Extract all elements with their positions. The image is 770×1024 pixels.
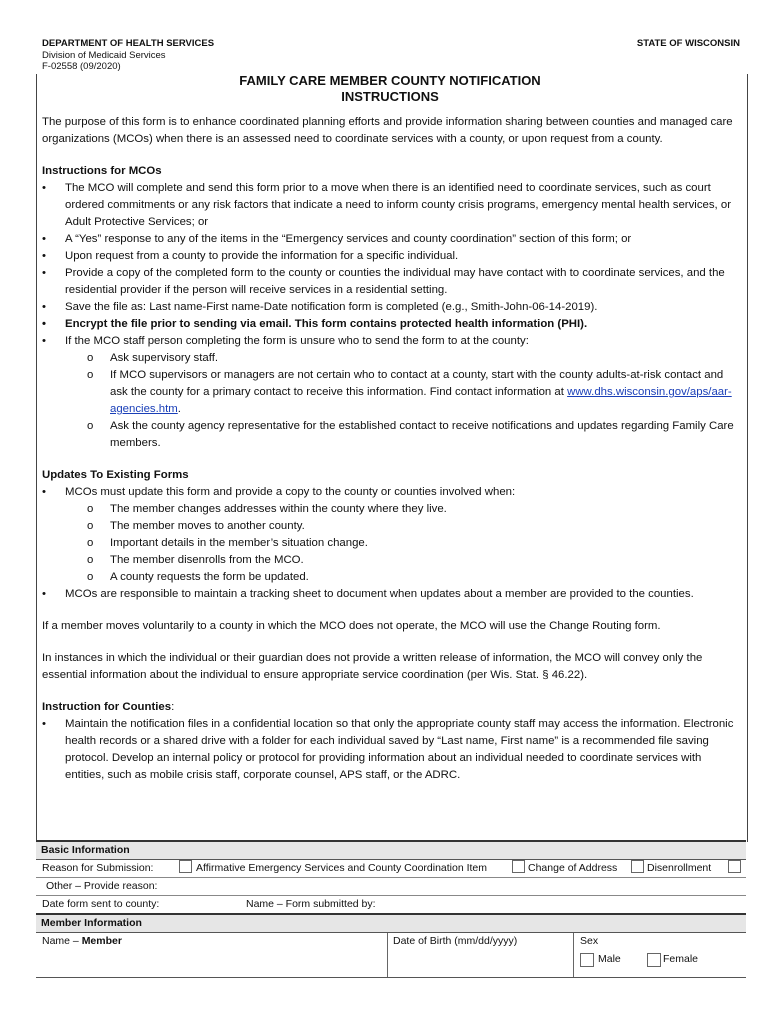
list-item: • MCOs are responsible to maintain a tracking sheet to document when updates about a member are provided to the counties. — [42, 586, 742, 603]
member-row — [36, 933, 746, 978]
intro-paragraph: The purpose of this form is to enhance coordinated planning efforts and provide information sharing between counties and managed care organizations (MCOs) when there is an assessed need to coordinate services with a county, or upon request from a county. — [42, 116, 733, 145]
basic-info-heading: Basic Information — [36, 840, 746, 860]
male-label: Male — [598, 953, 621, 965]
change-address-checkbox[interactable] — [512, 860, 525, 877]
list-item-text: MCOs must update this form and provide a copy to the county or counties involved when: — [65, 486, 516, 498]
county-instructions-heading — [42, 699, 742, 716]
list-item: • Save the file as: Last name-First name-Date notification form is completed (e.g., Smith-John-06-14-2019). — [42, 299, 742, 316]
form-number: F-02558 (09/2020) — [42, 61, 121, 72]
other-reason-label: Other – Provide reason: — [46, 880, 158, 892]
sub-list-item-text: If MCO supervisors or managers are not certain who to contact at a county, start with the county adults-at-risk contact and ask the county for a primary contact to receive this information. Find contact information at — [110, 369, 724, 398]
state-name: STATE OF WISCONSIN — [636, 38, 740, 49]
checkbox-box[interactable] — [631, 860, 644, 873]
list-item-unsure — [42, 333, 742, 452]
checkbox-box[interactable] — [179, 860, 192, 873]
date-sent-row — [36, 896, 746, 913]
divider — [573, 933, 574, 977]
title-line-2: INSTRUCTIONS — [341, 89, 439, 104]
county-instructions-list — [42, 716, 742, 784]
other-reason-row — [36, 878, 746, 896]
affirmative-checkbox[interactable] — [179, 860, 192, 877]
list-item: • Maintain the notification files in a confidential location so that only the appropriate county staff may access the information. Electronic health records or a shared drive with a folder for each individual saved by “Last name, First name” is a recommended file saving protocol. Develop an internal policy or protocol for providing information about an individual needed to coordinate services with entities, such as mobile crisis staff, corporate counsel, APS staff, or the ADRC. — [42, 716, 742, 784]
list-item — [42, 484, 742, 586]
sub-list-item: o Ask supervisory staff. — [87, 350, 742, 367]
name-label-prefix: Name – — [42, 935, 82, 947]
voluntary-move-paragraph: If a member moves voluntarily to a county in which the MCO does not operate, the MCO will use the Change Routing form. — [42, 620, 661, 632]
disenrollment-label: Disenrollment — [647, 862, 712, 874]
divider — [387, 933, 388, 977]
checkbox-box[interactable] — [647, 953, 661, 967]
notification-form — [36, 840, 746, 978]
list-item: • A “Yes” response to any of the items in the “Emergency services and county coordination” section of this form; or — [42, 231, 742, 248]
member-info-heading: Member Information — [36, 913, 746, 933]
link-suffix: . — [177, 403, 181, 415]
department-name: DEPARTMENT OF HEALTH SERVICES — [42, 38, 215, 49]
sub-list — [65, 501, 742, 586]
change-address-label: Change of Address — [528, 862, 618, 874]
sub-list-item: o The member changes addresses within the county where they live. — [87, 501, 742, 518]
list-item: • Upon request from a county to provide the information for a specific individual. — [42, 248, 742, 265]
sub-list-item: o The member disenrolls from the MCO. — [87, 552, 742, 569]
county-heading-suffix: : — [171, 701, 175, 713]
sex-label: Sex — [580, 935, 599, 947]
other-checkbox[interactable] — [728, 860, 741, 877]
aar-agencies-link[interactable]: www.dhs.wisconsin.gov/aps/aar-agencies.htm — [110, 386, 732, 415]
reason-row — [36, 860, 746, 878]
list-item-encrypt: • Encrypt the file prior to sending via email. This form contains protected health information (PHI). — [42, 316, 742, 333]
list-item: • The MCO will complete and send this form prior to a move when there is an identified need to coordinate services, such as court ordered commitments or any risk factors that indicate a need to inform county crisis programs, emergency mental health services, or Adult Protective Services; or — [42, 180, 742, 231]
female-checkbox[interactable] — [647, 953, 661, 968]
mco-instructions-heading: Instructions for MCOs — [42, 165, 162, 177]
sub-list-item: o A county requests the form be updated. — [87, 569, 742, 586]
updates-heading: Updates To Existing Forms — [42, 469, 189, 481]
affirmative-label: Affirmative Emergency Services and County Coordination Item — [196, 862, 488, 874]
sub-list-item: o Ask the county agency representative for the established contact to receive notifications and updates regarding Family Care members. — [87, 418, 742, 452]
sub-list — [65, 350, 742, 452]
date-sent-label: Date form sent to county: — [42, 898, 160, 910]
checkbox-box[interactable] — [512, 860, 525, 873]
reason-label: Reason for Submission: — [42, 862, 154, 874]
list-item: • Provide a copy of the completed form to the county or counties the individual may have contact with to coordinate services, and the residential provider if the person will receive services in a residential setting. — [42, 265, 742, 299]
sub-list-item — [87, 367, 742, 418]
release-paragraph: In instances in which the individual or their guardian does not provide a written release of information, the MCO will convey only the essential information about the individual to ensure appropriate service coordination (per Wis. Stat. § 46.22). — [42, 652, 703, 681]
male-checkbox[interactable] — [580, 953, 594, 968]
header-agency — [42, 38, 214, 73]
title-line-1: FAMILY CARE MEMBER COUNTY NOTIFICATION — [239, 73, 541, 88]
submitted-by-label: Name – Form submitted by: — [246, 898, 376, 910]
dob-label: Date of Birth (mm/dd/yyyy) — [393, 935, 518, 947]
sub-list-item: o Important details in the member’s situation change. — [87, 535, 742, 552]
instructions-body — [42, 114, 742, 799]
list-item-text: If the MCO staff person completing the form is unsure who to send the form to at the county: — [65, 335, 529, 347]
disenrollment-checkbox[interactable] — [631, 860, 644, 877]
name-label-bold: Member — [81, 935, 122, 947]
checkbox-box[interactable] — [580, 953, 594, 967]
page-title — [0, 73, 770, 105]
member-name-label — [42, 935, 122, 947]
sub-list-item: o The member moves to another county. — [87, 518, 742, 535]
checkbox-box[interactable] — [728, 860, 741, 873]
division-name: Division of Medicaid Services — [42, 49, 166, 61]
mco-instructions-list — [42, 180, 742, 452]
county-heading-text: Instruction for Counties — [42, 701, 172, 713]
female-label: Female — [663, 953, 699, 965]
updates-list — [42, 484, 742, 603]
